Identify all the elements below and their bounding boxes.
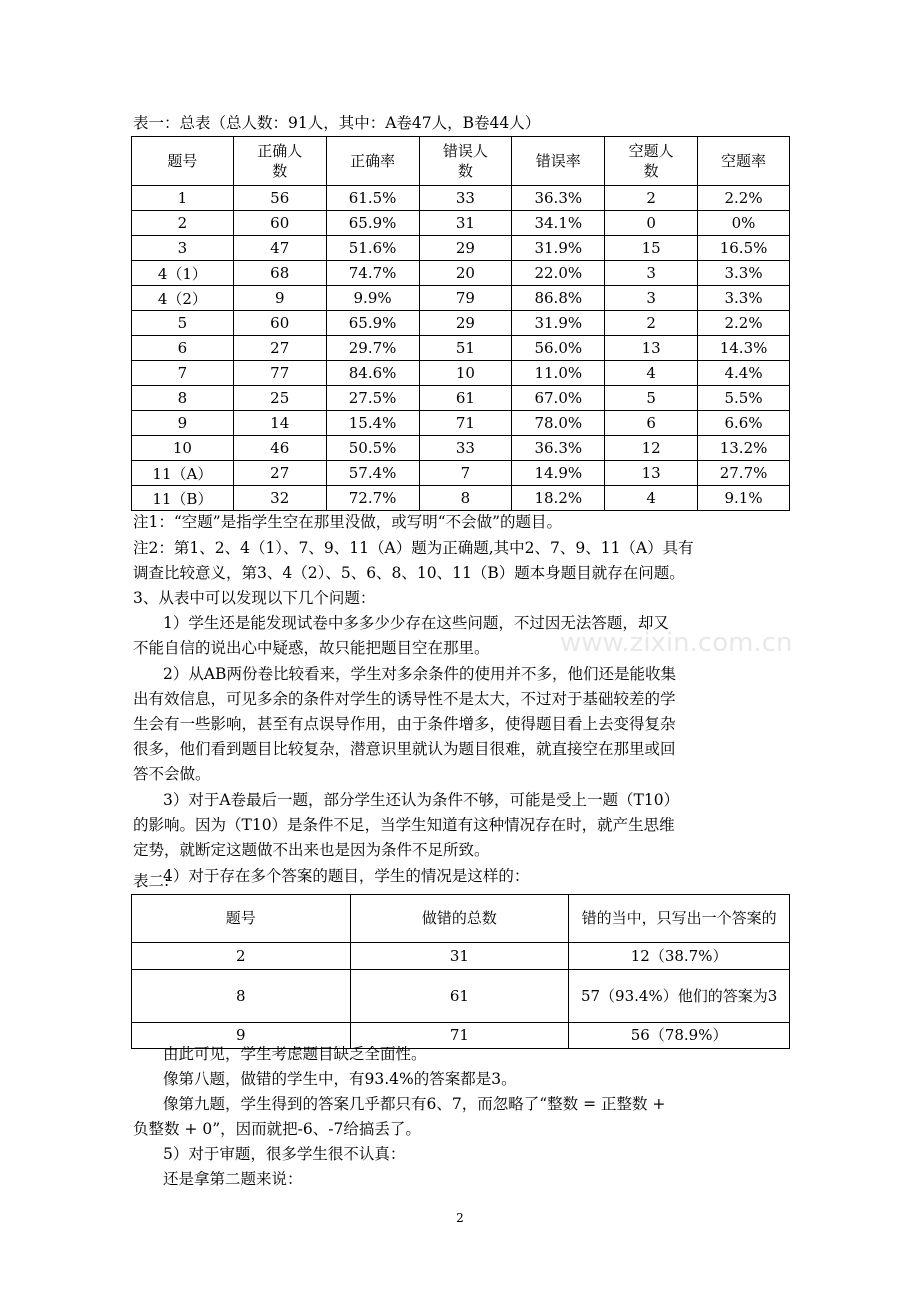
header-blank-count: 空题人数 xyxy=(605,137,698,186)
after-line-3: 像第九题，学生得到的答案几乎都只有6、7，而忽略了“整数 = 正整数 + xyxy=(163,1095,666,1113)
note-2-line-1: 注2：第1、2、4（1）、7、9、11（A）题为正确题,其中2、7、9、11（A）具有 xyxy=(133,539,694,557)
after-line-2: 像第八题，做错的学生中，有93.4%的答案都是3。 xyxy=(163,1070,517,1088)
point-3-line-1: 3）对于A卷最后一题，部分学生还认为条件不够，可能是受上一题（T10） xyxy=(163,791,680,809)
table-cell: 9.9% xyxy=(326,286,419,311)
point-2-line-3: 生会有一些影响，甚至有点误导作用，由于条件增多，使得题目看上去变得复杂 xyxy=(133,715,676,733)
table-cell: 16.5% xyxy=(698,236,790,261)
note-1: 注1：“空题”是指学生空在那里没做，或写明“不会做”的题目。 xyxy=(133,513,563,531)
table-cell: 27 xyxy=(233,336,326,361)
table-cell: 61.5% xyxy=(326,186,419,211)
table1-caption: 表一：总表（总人数：91人，其中：A卷47人，B卷44人） xyxy=(133,114,541,132)
after-line-5: 5）对于审题，很多学生很不认真： xyxy=(163,1145,406,1163)
point-2-line-2: 出有效信息，可见多余的条件对学生的诱导性不是太大，不过对于基础较差的学 xyxy=(133,690,676,708)
table-cell: 27.7% xyxy=(698,461,790,486)
table-row xyxy=(132,461,790,486)
table-cell: 33 xyxy=(419,436,512,461)
header-blank-rate: 空题率 xyxy=(698,137,790,186)
table-cell: 10 xyxy=(419,361,512,386)
table-cell: 18.2% xyxy=(512,486,605,511)
table-cell: 34.1% xyxy=(512,211,605,236)
table-cell: 10 xyxy=(132,436,234,461)
table-cell: 4 xyxy=(605,486,698,511)
table-cell: 7 xyxy=(419,461,512,486)
table-cell: 29.7% xyxy=(326,336,419,361)
table-cell: 60 xyxy=(233,211,326,236)
table-cell: 71 xyxy=(350,1023,569,1049)
table-cell: 11（B） xyxy=(132,486,234,511)
point-1-line-2: 不能自信的说出心中疑惑，故只能把题目空在那里。 xyxy=(133,639,490,657)
table-cell: 9.1% xyxy=(698,486,790,511)
table-cell: 78.0% xyxy=(512,411,605,436)
table-cell: 4 xyxy=(605,361,698,386)
table-cell: 56（78.9%） xyxy=(569,1023,790,1049)
point-4: 4）对于存在多个答案的题目，学生的情况是这样的： xyxy=(163,867,530,885)
table-cell: 6 xyxy=(605,411,698,436)
table-row xyxy=(132,311,790,336)
table-cell: 0% xyxy=(698,211,790,236)
header-wrong-rate: 错误率 xyxy=(512,137,605,186)
table-cell: 84.6% xyxy=(326,361,419,386)
table-cell: 31.9% xyxy=(512,236,605,261)
table-cell: 3.3% xyxy=(698,261,790,286)
table-cell: 61 xyxy=(419,386,512,411)
table-cell: 46 xyxy=(233,436,326,461)
table-row xyxy=(132,386,790,411)
table-cell: 14.3% xyxy=(698,336,790,361)
table-cell: 50.5% xyxy=(326,436,419,461)
table-row xyxy=(132,411,790,436)
summary-table-body xyxy=(132,186,790,511)
table-cell: 9 xyxy=(233,286,326,311)
point-2-line-5: 答不会做。 xyxy=(133,765,211,783)
table-row xyxy=(132,336,790,361)
point-1-line-1: 1）学生还是能发现试卷中多多少少存在这些问题，不过因无法答题，却又 xyxy=(163,614,669,632)
header-correct-rate: 正确率 xyxy=(326,137,419,186)
watermark: www.zixin.com.cn xyxy=(560,628,793,658)
multi-answer-table-body xyxy=(132,943,790,1049)
table-cell: 51 xyxy=(419,336,512,361)
note-2-line-2: 调查比较意义，第3、4（2）、5、6、8、10、11（B）题本身题目就存在问题。 xyxy=(133,564,685,582)
table-cell: 11.0% xyxy=(512,361,605,386)
table-cell: 9 xyxy=(132,411,234,436)
table-row xyxy=(132,970,790,1023)
table-cell: 4（2） xyxy=(132,286,234,311)
table-cell: 6 xyxy=(132,336,234,361)
table-cell: 6.6% xyxy=(698,411,790,436)
table-cell: 36.3% xyxy=(512,436,605,461)
table-cell: 22.0% xyxy=(512,261,605,286)
table-cell: 14 xyxy=(233,411,326,436)
table-cell: 5.5% xyxy=(698,386,790,411)
table-cell: 65.9% xyxy=(326,311,419,336)
table-cell: 3 xyxy=(605,261,698,286)
table-header-row xyxy=(132,137,790,186)
table-cell: 61 xyxy=(350,970,569,1023)
after-line-1: 由此可见，学生考虑题目缺乏全面性。 xyxy=(163,1045,427,1063)
table-cell: 31 xyxy=(350,943,569,970)
table-cell: 2.2% xyxy=(698,311,790,336)
table-cell: 67.0% xyxy=(512,386,605,411)
table-cell: 72.7% xyxy=(326,486,419,511)
table-cell: 12 xyxy=(605,436,698,461)
table-cell: 2 xyxy=(605,311,698,336)
table-cell: 65.9% xyxy=(326,211,419,236)
point-3-line-2: 的影响。因为（T10）是条件不足，当学生知道有这种情况存在时，就产生思维 xyxy=(133,816,675,834)
table-cell: 86.8% xyxy=(512,286,605,311)
table-cell: 60 xyxy=(233,311,326,336)
multi-answer-table xyxy=(131,894,790,1049)
table-cell: 2 xyxy=(132,943,351,970)
table-cell: 4.4% xyxy=(698,361,790,386)
table-cell: 15.4% xyxy=(326,411,419,436)
point-2-line-4: 很多，他们看到题目比较复杂，潜意识里就认为题目很难，就直接空在那里或回 xyxy=(133,740,676,758)
table-cell: 31.9% xyxy=(512,311,605,336)
table-cell: 74.7% xyxy=(326,261,419,286)
table-cell: 9 xyxy=(132,1023,351,1049)
table-cell: 14.9% xyxy=(512,461,605,486)
header-wrong-count: 错误人数 xyxy=(419,137,512,186)
header-wrong-total: 做错的总数 xyxy=(350,895,569,943)
table-row xyxy=(132,236,790,261)
table-cell: 25 xyxy=(233,386,326,411)
table-row xyxy=(132,211,790,236)
table-cell: 57.4% xyxy=(326,461,419,486)
table-cell: 13 xyxy=(605,336,698,361)
table-cell: 31 xyxy=(419,211,512,236)
header-question-no: 题号 xyxy=(132,137,234,186)
table-cell: 33 xyxy=(419,186,512,211)
table-row xyxy=(132,436,790,461)
table-cell: 2 xyxy=(605,186,698,211)
header-single-answer: 错的当中，只写出一个答案的 xyxy=(569,895,790,943)
table-cell: 20 xyxy=(419,261,512,286)
table-row xyxy=(132,261,790,286)
table-header-row xyxy=(132,895,790,943)
table-cell: 29 xyxy=(419,311,512,336)
table-cell: 2 xyxy=(132,211,234,236)
table-cell: 27 xyxy=(233,461,326,486)
table-cell: 8 xyxy=(419,486,512,511)
table-cell: 47 xyxy=(233,236,326,261)
table-cell: 3 xyxy=(605,286,698,311)
table-cell: 56 xyxy=(233,186,326,211)
table-cell: 4（1） xyxy=(132,261,234,286)
table-cell: 7 xyxy=(132,361,234,386)
section-3-heading: 3、从表中可以发现以下几个问题： xyxy=(133,589,376,607)
table-cell: 0 xyxy=(605,211,698,236)
table-row xyxy=(132,186,790,211)
table-cell: 71 xyxy=(419,411,512,436)
table-cell: 5 xyxy=(132,311,234,336)
summary-table xyxy=(131,136,790,511)
after-line-6: 还是拿第二题来说： xyxy=(163,1170,303,1188)
point-2-line-1: 2）从AB两份卷比较看来，学生对多余条件的使用并不多，他们还是能收集 xyxy=(163,665,676,683)
table-cell: 57（93.4%）他们的答案为3 xyxy=(569,970,790,1023)
table-cell: 79 xyxy=(419,286,512,311)
table-cell: 13 xyxy=(605,461,698,486)
table-row xyxy=(132,486,790,511)
table-cell: 29 xyxy=(419,236,512,261)
table-cell: 68 xyxy=(233,261,326,286)
table-cell: 77 xyxy=(233,361,326,386)
table-cell: 56.0% xyxy=(512,336,605,361)
table-cell: 51.6% xyxy=(326,236,419,261)
table-row xyxy=(132,943,790,970)
table-cell: 8 xyxy=(132,970,351,1023)
table-cell: 2.2% xyxy=(698,186,790,211)
table-cell: 12（38.7%） xyxy=(569,943,790,970)
header-correct-count: 正确人数 xyxy=(233,137,326,186)
table-cell: 5 xyxy=(605,386,698,411)
table-cell: 15 xyxy=(605,236,698,261)
point-3-line-3: 定势，就断定这题做不出来也是因为条件不足所致。 xyxy=(133,841,490,859)
table-cell: 13.2% xyxy=(698,436,790,461)
table2-caption: 表二: xyxy=(133,872,170,890)
table-cell: 32 xyxy=(233,486,326,511)
page-number: 2 xyxy=(456,1211,464,1225)
table-cell: 36.3% xyxy=(512,186,605,211)
table-cell: 3 xyxy=(132,236,234,261)
table-cell: 11（A） xyxy=(132,461,234,486)
table-cell: 1 xyxy=(132,186,234,211)
table-cell: 27.5% xyxy=(326,386,419,411)
header-question-no: 题号 xyxy=(132,895,351,943)
table-cell: 8 xyxy=(132,386,234,411)
table-cell: 3.3% xyxy=(698,286,790,311)
after-line-4: 负整数 + 0”，因而就把-6、-7给搞丢了。 xyxy=(133,1120,421,1138)
table-row xyxy=(132,286,790,311)
table-row xyxy=(132,361,790,386)
